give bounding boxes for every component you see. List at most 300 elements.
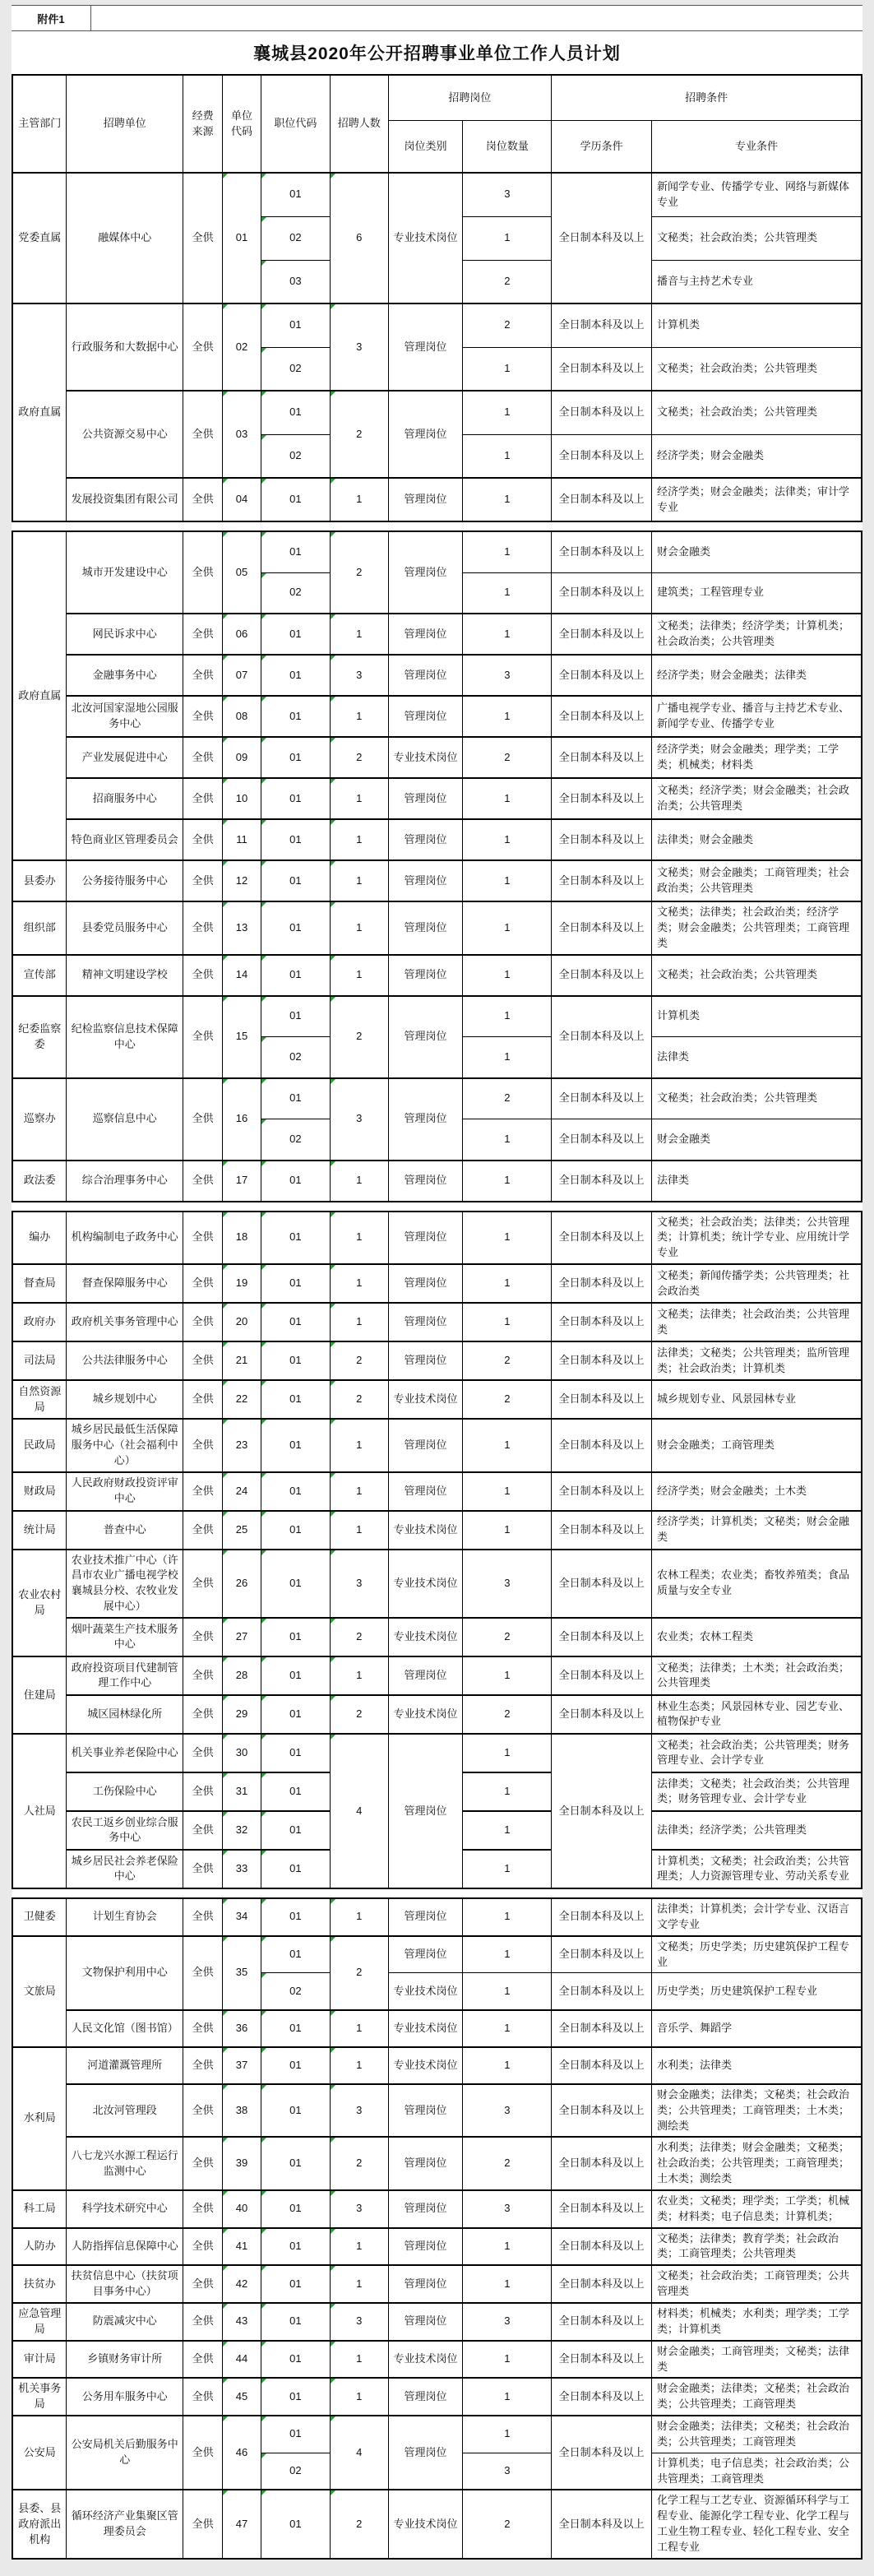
position-count-cell: 3: [463, 173, 552, 216]
position-type-cell: 管理岗位: [388, 860, 463, 901]
major-cell: 法律类；文秘类；公共管理类；监所管理类；社会政治类；计算机类: [651, 1341, 862, 1380]
position-type-cell: 专业技术岗位: [388, 1695, 463, 1734]
table-row: [12, 478, 862, 521]
fund-cell: 全供: [183, 1341, 223, 1380]
education-cell: 全日制本科及以上: [552, 1419, 652, 1472]
position-count-cell: 2: [463, 1380, 552, 1419]
position-count-cell: 1: [463, 614, 552, 655]
major-cell: 法律类；经济学类；公共管理类: [651, 1811, 862, 1850]
recruit-count-cell: 1: [330, 1472, 388, 1511]
recruit-count-cell: 1: [330, 819, 388, 860]
dept-cell: 县委、县政府派出机构: [12, 2490, 67, 2558]
position-count-cell: 3: [463, 2453, 552, 2490]
position-count-cell: 1: [463, 2341, 552, 2379]
major-cell: 财会金融类；工商管理类: [651, 1419, 862, 1472]
major-cell: 文秘类；法律类；经济学类；计算机类；社会政治类；公共管理类: [651, 614, 862, 655]
position-type-cell: 专业技术岗位: [388, 737, 463, 778]
unit-code-cell: 30: [223, 1734, 261, 1772]
position-code-cell: 01: [261, 1472, 330, 1511]
dept-cell: 民政局: [12, 1419, 67, 1472]
unit-cell: 机关事业养老保险中心: [67, 1734, 183, 1772]
unit-code-cell: 02: [223, 303, 261, 391]
education-cell: 全日制本科及以上: [552, 478, 652, 521]
position-code-cell: 02: [261, 347, 330, 391]
dept-cell: 自然资源局: [12, 1380, 67, 1419]
position-count-cell: 1: [463, 1734, 552, 1772]
position-count-cell: 2: [463, 1695, 552, 1734]
table-row: [12, 1550, 862, 1618]
dept-cell: 扶贫办: [12, 2265, 67, 2303]
position-type-cell: 管理岗位: [388, 655, 463, 696]
dept-cell: 农业农村局: [12, 1550, 67, 1656]
education-cell: 全日制本科及以上: [552, 1898, 652, 1936]
fund-cell: 全供: [183, 901, 223, 955]
recruit-count-cell: 1: [330, 955, 388, 996]
unit-code-cell: 14: [223, 955, 261, 996]
fund-cell: 全供: [183, 1511, 223, 1550]
fund-cell: 全供: [183, 2378, 223, 2416]
position-count-cell: 1: [463, 1772, 552, 1811]
position-code-cell: 01: [261, 1772, 330, 1811]
position-count-cell: 3: [463, 2303, 552, 2341]
dept-cell: 编办: [12, 1212, 67, 1265]
education-cell: 全日制本科及以上: [552, 2490, 652, 2558]
fund-cell: 全供: [183, 2416, 223, 2490]
position-count-cell: 1: [463, 1936, 552, 1973]
dept-cell: 财政局: [12, 1472, 67, 1511]
unit-cell: 巡察信息中心: [67, 1078, 183, 1161]
table-row: [12, 173, 862, 216]
position-code-cell: 01: [261, 655, 330, 696]
position-count-cell: 1: [463, 2265, 552, 2303]
unit-cell: 北汝河管理段: [67, 2084, 183, 2138]
position-type-cell: 管理岗位: [388, 819, 463, 860]
fund-cell: 全供: [183, 2265, 223, 2303]
position-code-cell: 01: [261, 1850, 330, 1888]
position-type-cell: 专业技术岗位: [388, 1380, 463, 1419]
unit-code-cell: 32: [223, 1811, 261, 1850]
fund-cell: 全供: [183, 1811, 223, 1850]
major-cell: 广播电视学专业、播音与主持艺术专业、新闻学专业、传播学专业: [651, 696, 862, 737]
recruit-count-cell: 1: [330, 778, 388, 819]
fund-cell: 全供: [183, 2190, 223, 2228]
unit-code-cell: 17: [223, 1161, 261, 1202]
education-cell: 全日制本科及以上: [552, 1550, 652, 1618]
recruit-count-cell: 2: [330, 996, 388, 1078]
major-cell: 建筑类；工程管理专业: [651, 572, 862, 614]
position-type-cell: 专业技术岗位: [388, 2490, 463, 2558]
position-count-cell: 1: [463, 347, 552, 391]
recruit-count-cell: 1: [330, 614, 388, 655]
unit-cell: 综合治理事务中心: [67, 1161, 183, 1202]
unit-cell: 人民文化馆（图书馆）: [67, 2010, 183, 2047]
position-count-cell: 2: [463, 260, 552, 303]
position-type-cell: 管理岗位: [388, 614, 463, 655]
position-count-cell: 1: [463, 2378, 552, 2416]
education-cell: 全日制本科及以上: [552, 1119, 652, 1161]
unit-code-cell: 27: [223, 1618, 261, 1656]
unit-cell: 产业发展促进中心: [67, 737, 183, 778]
dept-cell: 公安局: [12, 2416, 67, 2490]
unit-cell: 乡镇财务审计所: [67, 2341, 183, 2379]
unit-cell: 纪检监察信息技术保障中心: [67, 996, 183, 1078]
unit-cell: 融媒体中心: [67, 173, 183, 303]
fund-cell: 全供: [183, 1936, 223, 2010]
education-cell: 全日制本科及以上: [552, 1511, 652, 1550]
attachment-label: 附件1: [12, 6, 91, 30]
major-cell: 财会金融类；法律类；文秘类；社会政治类；公共管理类；工商管理类: [651, 2378, 862, 2416]
fund-cell: 全供: [183, 860, 223, 901]
position-code-cell: 01: [261, 2490, 330, 2558]
position-count-cell: 1: [463, 1472, 552, 1511]
education-cell: 全日制本科及以上: [552, 1618, 652, 1656]
education-cell: 全日制本科及以上: [552, 2228, 652, 2266]
major-cell: 水利类；法律类: [651, 2047, 862, 2084]
education-cell: 全日制本科及以上: [552, 1303, 652, 1341]
recruit-count-cell: 1: [330, 860, 388, 901]
position-count-cell: 1: [463, 1212, 552, 1265]
position-type-cell: 管理岗位: [388, 2084, 463, 2138]
position-count-cell: 1: [463, 572, 552, 614]
dept-cell: 政府办: [12, 1303, 67, 1341]
recruit-count-cell: 1: [330, 1898, 388, 1936]
unit-cell: 循环经济产业集聚区管理委员会: [67, 2490, 183, 2558]
position-count-cell: 1: [463, 860, 552, 901]
header-unit: 招聘单位: [67, 75, 183, 173]
position-count-cell: 1: [463, 1656, 552, 1695]
table-row: [12, 778, 862, 819]
major-cell: 文秘类；社会政治类；工商管理类；公共管理类: [651, 2265, 862, 2303]
unit-cell: 北汝河国家湿地公园服务中心: [67, 696, 183, 737]
fund-cell: 全供: [183, 2341, 223, 2379]
table-row: [12, 303, 862, 347]
position-code-cell: 03: [261, 260, 330, 303]
position-count-cell: 2: [463, 2137, 552, 2190]
position-count-cell: 3: [463, 2084, 552, 2138]
unit-code-cell: 47: [223, 2490, 261, 2558]
recruit-count-cell: 1: [330, 2378, 388, 2416]
unit-cell: 政府机关事务管理中心: [67, 1303, 183, 1341]
position-count-cell: 1: [463, 1811, 552, 1850]
position-count-cell: 1: [463, 2416, 552, 2453]
major-cell: 文秘类；社会政治类；公共管理类: [651, 216, 862, 260]
position-count-cell: 2: [463, 2490, 552, 2558]
education-cell: 全日制本科及以上: [552, 1656, 652, 1695]
dept-cell: 司法局: [12, 1341, 67, 1380]
table-row: [12, 2190, 862, 2228]
position-type-cell: 管理岗位: [388, 996, 463, 1078]
fund-cell: 全供: [183, 2303, 223, 2341]
education-cell: 全日制本科及以上: [552, 1734, 652, 1888]
position-code-cell: 01: [261, 1550, 330, 1618]
unit-cell: 城乡规划中心: [67, 1380, 183, 1419]
unit-code-cell: 46: [223, 2416, 261, 2490]
position-code-cell: 02: [261, 1037, 330, 1078]
unit-cell: 普查中心: [67, 1511, 183, 1550]
unit-code-cell: 06: [223, 614, 261, 655]
education-cell: 全日制本科及以上: [552, 901, 652, 955]
position-code-cell: 01: [261, 1303, 330, 1341]
education-cell: 全日制本科及以上: [552, 391, 652, 434]
major-cell: 计算机类: [651, 303, 862, 347]
position-count-cell: 1: [463, 1898, 552, 1936]
table-row: [12, 1264, 862, 1303]
unit-cell: 八七龙兴水源工程运行监测中心: [67, 2137, 183, 2190]
position-type-cell: 管理岗位: [388, 531, 463, 614]
education-cell: 全日制本科及以上: [552, 696, 652, 737]
header-unit-code: 单位代码: [223, 75, 261, 173]
position-code-cell: 01: [261, 2341, 330, 2379]
major-cell: 文秘类；法律类；社会政治类；经济学类；财会金融类；公共管理类；工商管理类: [651, 901, 862, 955]
table-row: [12, 1303, 862, 1341]
fund-cell: 全供: [183, 1550, 223, 1618]
table-row: [12, 1734, 862, 1772]
table-row: [12, 2047, 862, 2084]
education-cell: 全日制本科及以上: [552, 737, 652, 778]
position-type-cell: 管理岗位: [388, 1734, 463, 1888]
position-type-cell: 管理岗位: [388, 1161, 463, 1202]
table-row: [12, 2416, 862, 2453]
dept-cell: 政府直属: [12, 531, 67, 860]
position-count-cell: 2: [463, 303, 552, 347]
position-count-cell: 3: [463, 2190, 552, 2228]
fund-cell: 全供: [183, 778, 223, 819]
recruit-count-cell: 2: [330, 2490, 388, 2558]
education-cell: 全日制本科及以上: [552, 860, 652, 901]
major-cell: 新闻学专业、传播学专业、网络与新媒体专业: [651, 173, 862, 216]
header-post-type: 岗位类别: [388, 121, 463, 174]
position-type-cell: 专业技术岗位: [388, 2341, 463, 2379]
position-count-cell: 1: [463, 955, 552, 996]
unit-code-cell: 16: [223, 1078, 261, 1161]
unit-code-cell: 29: [223, 1695, 261, 1734]
major-cell: 经济学类；计算机类；文秘类；财会金融类: [651, 1511, 862, 1550]
position-code-cell: 01: [261, 1078, 330, 1119]
fund-cell: 全供: [183, 303, 223, 391]
position-code-cell: 01: [261, 1380, 330, 1419]
position-code-cell: 02: [261, 1973, 330, 2010]
recruit-count-cell: 2: [330, 391, 388, 478]
header-fund: 经费来源: [183, 75, 223, 173]
dept-cell: 党委直属: [12, 173, 67, 303]
unit-cell: 农民工返乡创业综合服务中心: [67, 1811, 183, 1850]
position-code-cell: 02: [261, 434, 330, 478]
unit-code-cell: 43: [223, 2303, 261, 2341]
unit-code-cell: 11: [223, 819, 261, 860]
recruit-count-cell: 3: [330, 303, 388, 391]
header-post-count: 岗位数量: [463, 121, 552, 174]
unit-code-cell: 44: [223, 2341, 261, 2379]
position-code-cell: 01: [261, 1734, 330, 1772]
major-cell: 文秘类；社会政治类；公共管理类: [651, 391, 862, 434]
position-type-cell: 专业技术岗位: [388, 1618, 463, 1656]
recruit-count-cell: 4: [330, 1734, 388, 1888]
unit-cell: 行政服务和大数据中心: [67, 303, 183, 391]
table-row: [12, 2137, 862, 2190]
major-cell: 法律类: [651, 1037, 862, 1078]
table-row: [12, 696, 862, 737]
recruitment-table-section-2: [12, 530, 862, 1202]
recruitment-table-section-3: [12, 1211, 862, 1889]
table-row: [12, 901, 862, 955]
dept-cell: 科工局: [12, 2190, 67, 2228]
dept-cell: 政法委: [12, 1161, 67, 1202]
major-cell: 音乐学、舞蹈学: [651, 2010, 862, 2047]
fund-cell: 全供: [183, 1212, 223, 1265]
dept-cell: 组织部: [12, 901, 67, 955]
position-code-cell: 01: [261, 1811, 330, 1850]
recruit-count-cell: 3: [330, 2084, 388, 2138]
table-row: [12, 996, 862, 1037]
position-code-cell: 01: [261, 2084, 330, 2138]
position-count-cell: 1: [463, 901, 552, 955]
major-cell: 文秘类；社会政治类；公共管理类: [651, 347, 862, 391]
position-type-cell: 管理岗位: [388, 391, 463, 478]
position-count-cell: 1: [463, 1511, 552, 1550]
education-cell: 全日制本科及以上: [552, 955, 652, 996]
table-row: [12, 1341, 862, 1380]
dept-cell: 宣传部: [12, 955, 67, 996]
position-type-cell: 管理岗位: [388, 2265, 463, 2303]
unit-code-cell: 10: [223, 778, 261, 819]
position-count-cell: 3: [463, 1550, 552, 1618]
unit-code-cell: 03: [223, 391, 261, 478]
education-cell: 全日制本科及以上: [552, 1380, 652, 1419]
header-condition-group: 招聘条件: [552, 75, 862, 121]
fund-cell: 全供: [183, 955, 223, 996]
header-position-code: 职位代码: [261, 75, 330, 173]
unit-cell: 城市开发建设中心: [67, 531, 183, 614]
education-cell: 全日制本科及以上: [552, 614, 652, 655]
education-cell: 全日制本科及以上: [552, 655, 652, 696]
position-count-cell: 1: [463, 1119, 552, 1161]
recruit-count-cell: 1: [330, 1212, 388, 1265]
position-type-cell: 管理岗位: [388, 2190, 463, 2228]
unit-code-cell: 19: [223, 1264, 261, 1303]
position-type-cell: 管理岗位: [388, 478, 463, 521]
table-row: [12, 2378, 862, 2416]
dept-cell: 审计局: [12, 2341, 67, 2379]
position-type-cell: 专业技术岗位: [388, 1550, 463, 1618]
table-row: [12, 1936, 862, 1973]
table-row: [12, 1472, 862, 1511]
fund-cell: 全供: [183, 1472, 223, 1511]
unit-cell: 河道灌溉管理所: [67, 2047, 183, 2084]
recruit-count-cell: 1: [330, 2265, 388, 2303]
position-count-cell: 3: [463, 655, 552, 696]
recruit-count-cell: 1: [330, 2047, 388, 2084]
fund-cell: 全供: [183, 1695, 223, 1734]
position-count-cell: 1: [463, 391, 552, 434]
unit-cell: 城乡居民最低生活保障服务中心（社会福利中心）: [67, 1419, 183, 1472]
recruit-count-cell: 1: [330, 1161, 388, 1202]
education-cell: 全日制本科及以上: [552, 531, 652, 572]
recruit-count-cell: 3: [330, 655, 388, 696]
education-cell: 全日制本科及以上: [552, 1472, 652, 1511]
unit-code-cell: 37: [223, 2047, 261, 2084]
position-count-cell: 1: [463, 1161, 552, 1202]
header-recruit-count: 招聘人数: [330, 75, 388, 173]
position-code-cell: 01: [261, 391, 330, 434]
recruit-count-cell: 6: [330, 173, 388, 303]
major-cell: 文秘类；社会政治类；公共管理类: [651, 1078, 862, 1119]
education-cell: 全日制本科及以上: [552, 347, 652, 391]
dept-cell: 统计局: [12, 1511, 67, 1550]
position-code-cell: 01: [261, 2378, 330, 2416]
major-cell: 经济学类；财会金融类；法律类: [651, 655, 862, 696]
position-type-cell: 专业技术岗位: [388, 2047, 463, 2084]
recruit-count-cell: 2: [330, 531, 388, 614]
position-code-cell: 02: [261, 216, 330, 260]
position-code-cell: 01: [261, 614, 330, 655]
recruit-count-cell: 3: [330, 2190, 388, 2228]
position-count-cell: 2: [463, 737, 552, 778]
position-type-cell: 管理岗位: [388, 778, 463, 819]
fund-cell: 全供: [183, 1734, 223, 1772]
position-type-cell: 管理岗位: [388, 1264, 463, 1303]
major-cell: 计算机类；电子信息类；社会政治类；公共管理类；工商管理类: [651, 2453, 862, 2490]
position-type-cell: 专业技术岗位: [388, 1511, 463, 1550]
position-code-cell: 01: [261, 1898, 330, 1936]
position-count-cell: 1: [463, 1264, 552, 1303]
recruitment-table-section-4: [12, 1897, 862, 2560]
recruit-count-cell: 2: [330, 1341, 388, 1380]
unit-cell: 人防指挥信息保障中心: [67, 2228, 183, 2266]
position-count-cell: 2: [463, 1341, 552, 1380]
fund-cell: 全供: [183, 819, 223, 860]
major-cell: 农林工程类；农业类；畜牧养殖类；食品质量与安全专业: [651, 1550, 862, 1618]
unit-code-cell: 28: [223, 1656, 261, 1695]
recruit-count-cell: 1: [330, 2010, 388, 2047]
unit-cell: 城区园林绿化所: [67, 1695, 183, 1734]
unit-code-cell: 05: [223, 531, 261, 614]
position-type-cell: 管理岗位: [388, 1341, 463, 1380]
table-row: [12, 955, 862, 996]
major-cell: 财会金融类: [651, 531, 862, 572]
table-row: [12, 737, 862, 778]
table-row: [12, 1898, 862, 1936]
position-count-cell: 1: [463, 2010, 552, 2047]
table-row: [12, 1511, 862, 1550]
position-code-cell: 02: [261, 1119, 330, 1161]
unit-cell: 科学技术研究中心: [67, 2190, 183, 2228]
education-cell: 全日制本科及以上: [552, 1078, 652, 1119]
fund-cell: 全供: [183, 1850, 223, 1888]
unit-code-cell: 23: [223, 1419, 261, 1472]
position-type-cell: 管理岗位: [388, 901, 463, 955]
position-count-cell: 1: [463, 996, 552, 1037]
dept-cell: 巡察办: [12, 1078, 67, 1161]
table-row: [12, 391, 862, 434]
position-count-cell: 1: [463, 531, 552, 572]
fund-cell: 全供: [183, 655, 223, 696]
position-type-cell: 管理岗位: [388, 2416, 463, 2490]
recruit-count-cell: 1: [330, 1656, 388, 1695]
recruit-count-cell: 3: [330, 1078, 388, 1161]
major-cell: 财会金融类；工商管理类；文秘类；法律类: [651, 2341, 862, 2379]
position-code-cell: 01: [261, 1419, 330, 1472]
fund-cell: 全供: [183, 1656, 223, 1695]
header-major: 专业条件: [651, 121, 862, 174]
recruit-count-cell: 2: [330, 737, 388, 778]
dept-cell: 县委办: [12, 860, 67, 901]
position-type-cell: 管理岗位: [388, 1898, 463, 1936]
position-code-cell: 01: [261, 2303, 330, 2341]
unit-code-cell: 45: [223, 2378, 261, 2416]
major-cell: 文秘类；社会政治类；公共管理类: [651, 955, 862, 996]
education-cell: 全日制本科及以上: [552, 2416, 652, 2490]
position-count-cell: 1: [463, 1850, 552, 1888]
